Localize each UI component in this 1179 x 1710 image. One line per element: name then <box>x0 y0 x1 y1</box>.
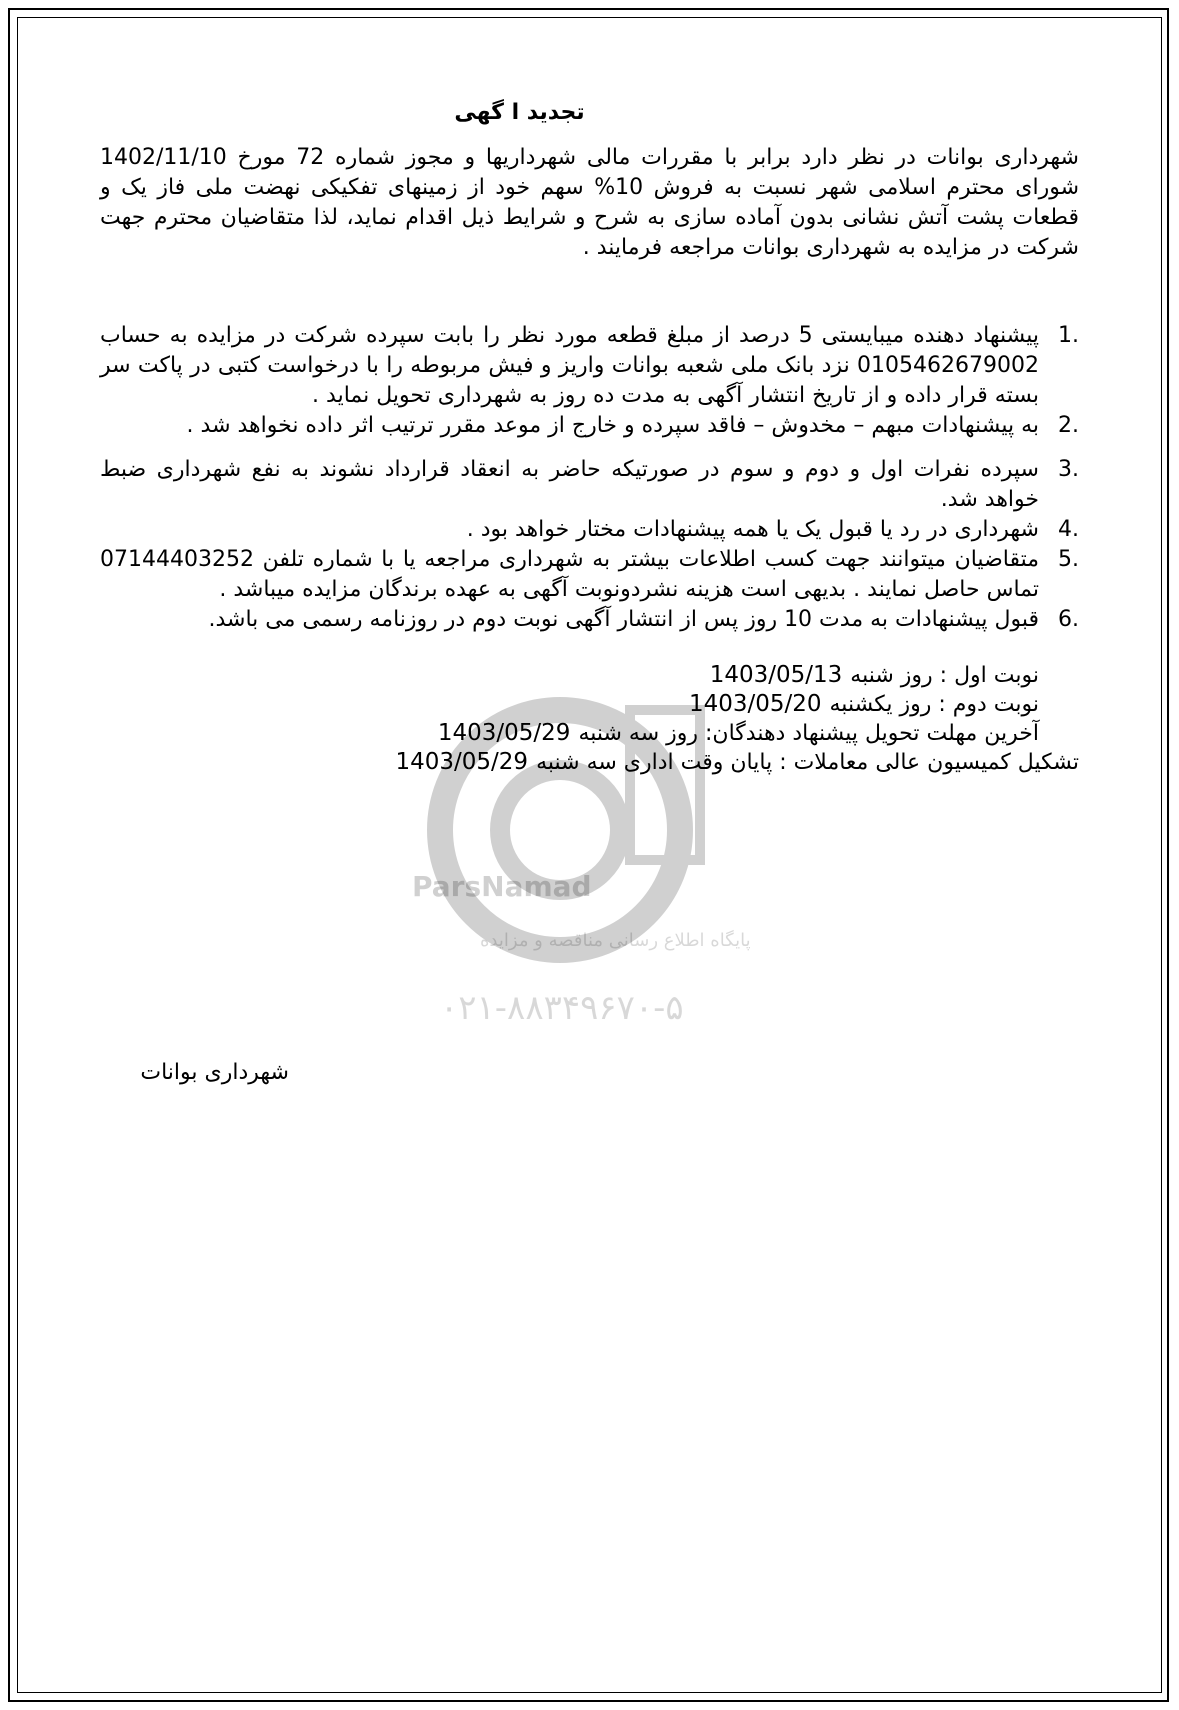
conditions-list <box>100 321 1079 635</box>
schedule-date: 1403/05/13 <box>709 662 843 688</box>
item-number: 2. <box>1058 413 1079 438</box>
notice-title: تجدید ا گهی <box>454 100 585 125</box>
list-item <box>100 411 1079 455</box>
signature: شهرداری بوانات <box>140 1060 289 1085</box>
watermark-phone: ۰۲۱-۸۸۳۴۹۶۷۰-۵ <box>440 988 684 1028</box>
list-item <box>100 321 1079 411</box>
schedule-date: 1403/05/29 <box>437 720 571 746</box>
item-number: 3. <box>1058 457 1079 482</box>
schedule-label: آخرین مهلت تحویل پیشنهاد دهندگان: روز سه شنبه <box>578 721 1039 746</box>
item-text: به پیشنهادات مبهم – مخدوش – فاقد سپرده و خارج از موعد مقرر ترتیب اثر داده نخواهد شد . <box>186 413 1039 438</box>
item-text: شهرداری در رد یا قبول یک یا همه پیشنهادات مختار خواهد بود . <box>466 517 1039 542</box>
schedule-label: نوبت دوم : روز یکشنبه <box>829 692 1039 717</box>
schedule-row-first <box>100 661 1039 690</box>
item-text: قبول پیشنهادات به مدت 10 روز پس از انتشار آگهی نوبت دوم در روزنامه رسمی می باشد. <box>208 607 1039 632</box>
schedule-row-commission <box>100 748 1079 777</box>
intro-paragraph: شهرداری بوانات در نظر دارد برابر با مقررات مالی شهرداریها و مجوز شماره 72 مورخ 1402/11/10 شورای محترم اسلامی شهر نسبت به فروش 10% سهم خود از زمینهای تفکیکی نهضت ملی فاز یک و قطعات پشت آتش نشانی بدون آماده سازی به شرح و شرایط ذیل اقدام نماید، لذا متقاضیان محترم جهت شرکت در مزایده به شهرداری بوانات مراجعه فرمایند . <box>100 145 1079 260</box>
item-number: 4. <box>1058 517 1079 542</box>
notice-body <box>100 100 1079 777</box>
list-item <box>100 455 1079 515</box>
schedule-block <box>100 661 1079 777</box>
schedule-label: نوبت اول : روز شنبه <box>850 663 1039 688</box>
item-number: 1. <box>1058 323 1079 348</box>
list-item <box>100 515 1079 545</box>
list-item <box>100 605 1079 635</box>
schedule-date: 1403/05/20 <box>688 691 822 717</box>
item-text: سپرده نفرات اول و دوم و سوم در صورتیکه حاضر به انعقاد قرارداد نشوند به نفع شهرداری ضبط خواهد شد. <box>100 457 1039 512</box>
list-item <box>100 545 1079 605</box>
watermark-subtitle: پایگاه اطلاع رسانی مناقصه و مزایده <box>480 930 751 951</box>
item-text: پیشنهاد دهنده میبایستی 5 درصد از مبلغ قطعه مورد نظر را بابت سپرده شرکت در مزایده به حساب 0105462679002 نزد بانک ملی شعبه بوانات واریز و فیش مربوطه را با درخواست کتبی در پاکت سر بسته قرار داده و از تاریخ انتشار آگهی به مدت ده روز به شهرداری تحویل نماید . <box>100 323 1039 408</box>
watermark-brand: ParsNamad <box>412 870 592 903</box>
schedule-label: تشکیل کمیسیون عالی معاملات : پایان وقت اداری سه شنبه <box>536 750 1079 775</box>
schedule-row-deadline <box>100 719 1039 748</box>
item-text: متقاضیان میتوانند جهت کسب اطلاعات بیشتر به شهرداری مراجعه یا با شماره تلفن 07144403252 تماس حاصل نمایند . بدیهی است هزینه نشردونوبت آگهی به عهده برندگان مزایده میباشد . <box>100 547 1039 602</box>
item-number: 5. <box>1058 547 1079 572</box>
schedule-row-second <box>100 690 1039 719</box>
item-number: 6. <box>1058 607 1079 632</box>
schedule-date: 1403/05/29 <box>395 749 529 775</box>
